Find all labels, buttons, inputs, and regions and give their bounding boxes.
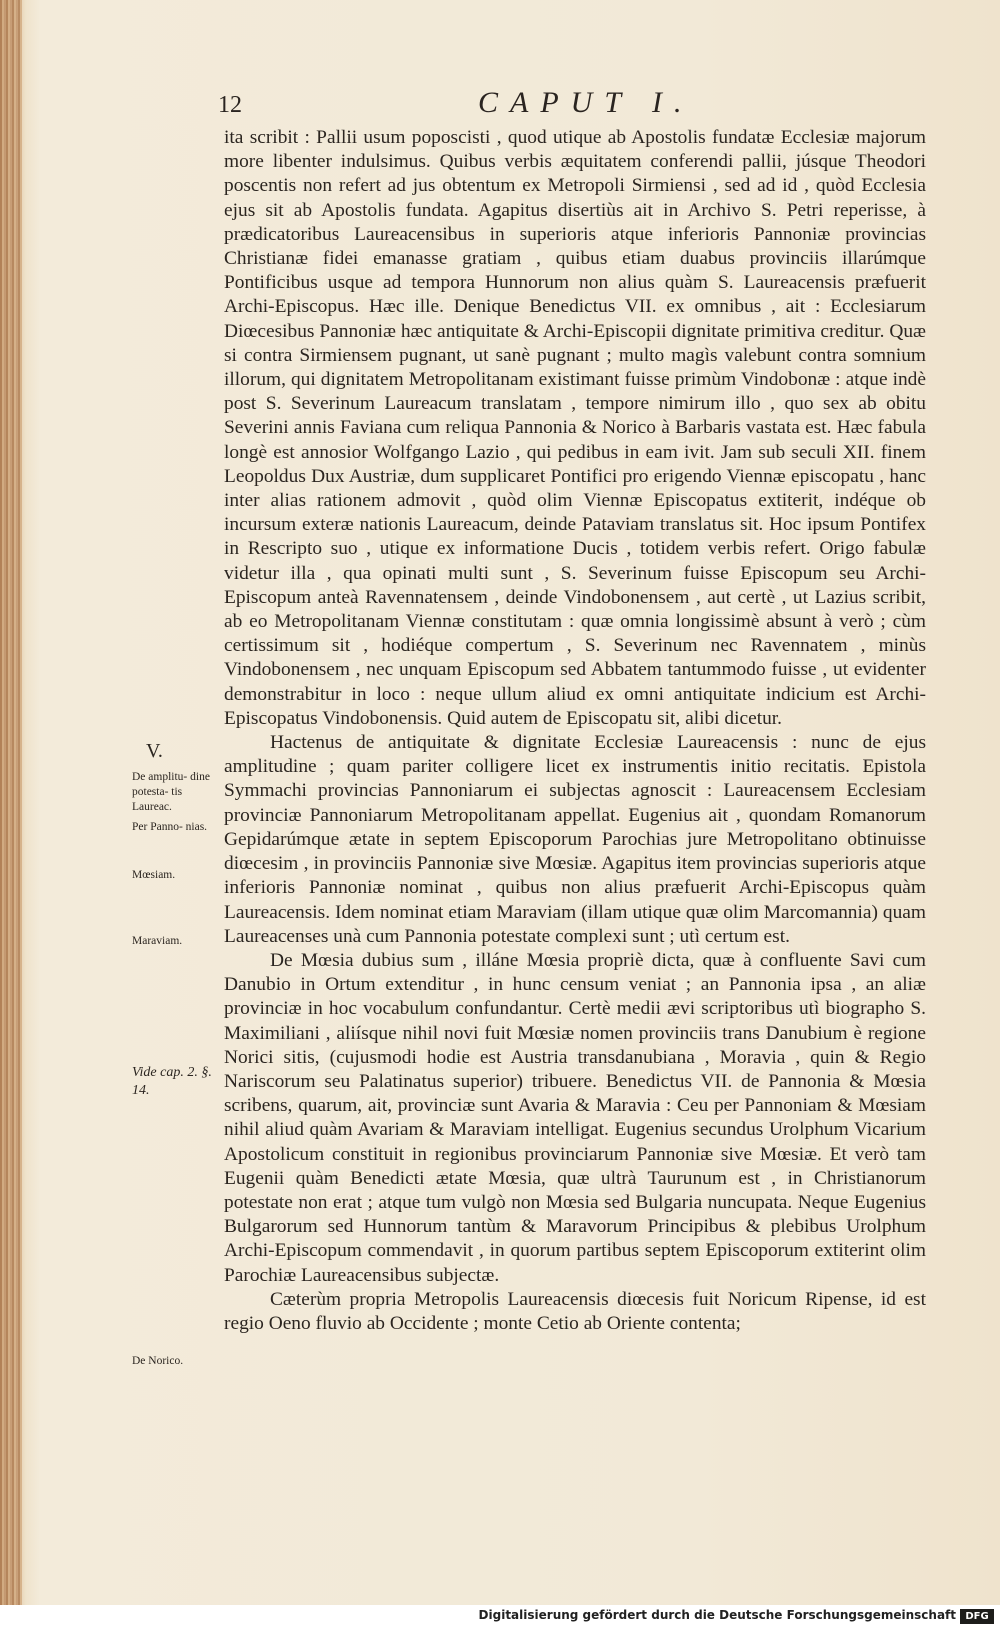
paragraph: ita scribit : Pallii usum poposcisti , quod utique ab Apostolis fundatæ Ecclesiæ majorum more libenter indulsimus. Quibus verbis æquitatem conferendi pallii, júsque Theodori poscentis non refert ad jus obtentum ex Metropoli Sirmiensi , sed ad id , quòd Ecclesia ejus sit ab Apostolis fundata. Agapitus disertiùs ait in Archivo S. Petri reperisse, à prædicatoribus Laureacensibus in superioris atque inferioris Pannoniæ provincias Christianæ fidei emanasse gratiam , quibus etiam duabus provinciis illarúmque Pontificibus usque ad tempora Hunnorum non alius quàm S. Laureacensis præfuerit Archi-Episcopus. Hæc ille. Denique Benedictus VII. ex omnibus , ait : Ecclesiarum Diœcesibus Pannoniæ hæc antiquitate & Archi-Episcopii dignitate primitiva creditur. Quæ si contra Sirmiensem pugnant, ut sanè pugnant ; multo magìs valebunt contra somnium illorum, qui dignitatem Metropolitanam existimant fuisse primùm Vindobonæ : atque indè post S. Severinum Laureacum translatam , tempore nimirum illo , quo sex ab obitu Severini annis Faviana cum reliqua Pannonia & Norico à Barbaris vastata est. Hæc fabula longè est annosior Wolfgango Lazio , qui pedibus in eam ivit. Jam sub seculi XII. finem Leopoldus Dux Austriæ, dum supplicaret Pontifici pro erigendo Viennæ episcopatu , hanc inter alias rationem admovit , quòd olim Viennæ Episcopatus extiterit, indéque ob incursum exteræ nationis Laureacum, deinde Pataviam translatus sit. Hoc ipsum Pontifex in Rescripto suo , utique ex informatione Ducis , totidem verbis refert. Origo fabulæ videtur illa , qua opinati multi sunt , S. Severinum fuisse Episcopum seu Archi-Episcopum anteà Ravennatensem , deinde Vindobonensem , aut certè , ut Lazius scribit, ab eo Metropolitanam Viennæ constitutam : quæ omnia longissimè absunt à verò ; cùm certissimum sit , hodiéque compertum , S. Severinum nec Ravennatem , minùs Vindobonensem , nec unquam Episcopum sed Abbatem tantummodo fuisse , ut evidenter demonstrabitur in loco : neque ullum aliud ex omni antiquitate indicium est Archi-Episcopatus Vindobonensis. Quid autem de Episcopatu sit, alibi dicetur. — [224, 127, 926, 729]
dfg-logo: DFG — [960, 1609, 994, 1624]
margin-note-moesiam: Mœsiam. — [132, 869, 176, 881]
margin-note-cross-reference: Vide cap. 2. §. 14. — [132, 1065, 212, 1098]
margin-note-pannonias: Per Panno- nias. — [132, 821, 208, 833]
page-edge — [0, 0, 22, 1605]
margin-note-amplitudine: De amplitu- dine potesta- tis Laureac. — [132, 771, 210, 813]
footer-bar — [0, 1605, 1000, 1629]
body-text — [224, 126, 926, 1336]
paragraph: Cæterùm propria Metropolis Laureacensis diœcesis fuit Noricum Ripense, id est regio Oeno fluvio ab Occidente ; monte Cetio ab Oriente contenta; — [224, 1288, 926, 1334]
paragraph: Hactenus de antiquitate & dignitate Ecclesiæ Laureacensis : nunc de ejus amplitudine ; quam pariter colligere licet ex instrumentis initio recitatis. Epistola Symmachi provincias Pannoniarum ei subjectas agnoscit : Laureacensem Ecclesiam provinciæ Pannoniarum Metropolitanam appellat. Eugenius ait , quondam Romanorum Gepidarúmque ætate in septem Episcoporum Parochias jure Metropolitano obtinuisse diœcesim , in provinciis Pannoniæ sive Mœsiæ. Agapitus item provincias superioris atque inferioris Pannoniæ nominat , quibus non alius præfuerit Archi-Episcopus quàm Laureacensis. Idem nominat etiam Maraviam (illam utique quæ olim Marcomannia) quam Laureacenses unà cum Pannonia potestate complexi sunt ; utì certum est. — [224, 732, 926, 947]
funding-credit: Digitalisierung gefördert durch die Deutsche Forschungsgemeinschaft — [478, 1608, 956, 1622]
margin-note-maraviam: Maraviam. — [132, 935, 183, 947]
margin-note-section-number: V. — [146, 740, 163, 762]
running-head: CAPUT I. — [478, 86, 694, 119]
page-header — [218, 86, 926, 126]
paragraph: De Mœsia dubius sum , illáne Mœsia propriè dicta, quæ à confluente Savi cum Danubio in Ortum extenditur , in hunc censum veniat ; an Pannonia ipsa , an aliæ provinciæ in hoc vocabulum confundantur. Certè medii ævi scriptoribus utì biographo S. Maximiliani , aliísque nihil novi fuit Mœsiæ nomen provinciis trans Danubium è regione Norici sitis, (cujusmodi hodie est Austria transdanubiana , Moravia , quin & Regio Nariscorum seu Palatinatus superior) tribuere. Benedictus VII. de Pannonia & Mœsia scribens, quarum, ait, provinciæ sunt Avaria & Maravia : Ceu per Pannoniam & Mœsiam nihil aliud quàm Avariam & Maraviam intelligat. Eugenius secundus Urolphum Vicarium Apostolicum constituit in regionibus provinciarum Pannoniæ sive Mœsiæ. Et verò tam Eugenii quàm Benedicti ætate Mœsia, quæ ultrà Taurunum est , in Christianorum potestate non erat ; atque tum vulgò non Mœsia sed Bulgaria nuncupata. Neque Eugenius Bulgarorum sed Hunnorum tantùm & Maravorum Principibus & plebibus Urolphum Archi-Episcopum commendavit , in quorum partibus septem Episcoporum extiterint olim Parochiæ Laureacensibus subjectæ. — [224, 949, 926, 1286]
margin-note-norico: De Norico. — [132, 1355, 184, 1367]
page-number: 12 — [218, 92, 242, 118]
